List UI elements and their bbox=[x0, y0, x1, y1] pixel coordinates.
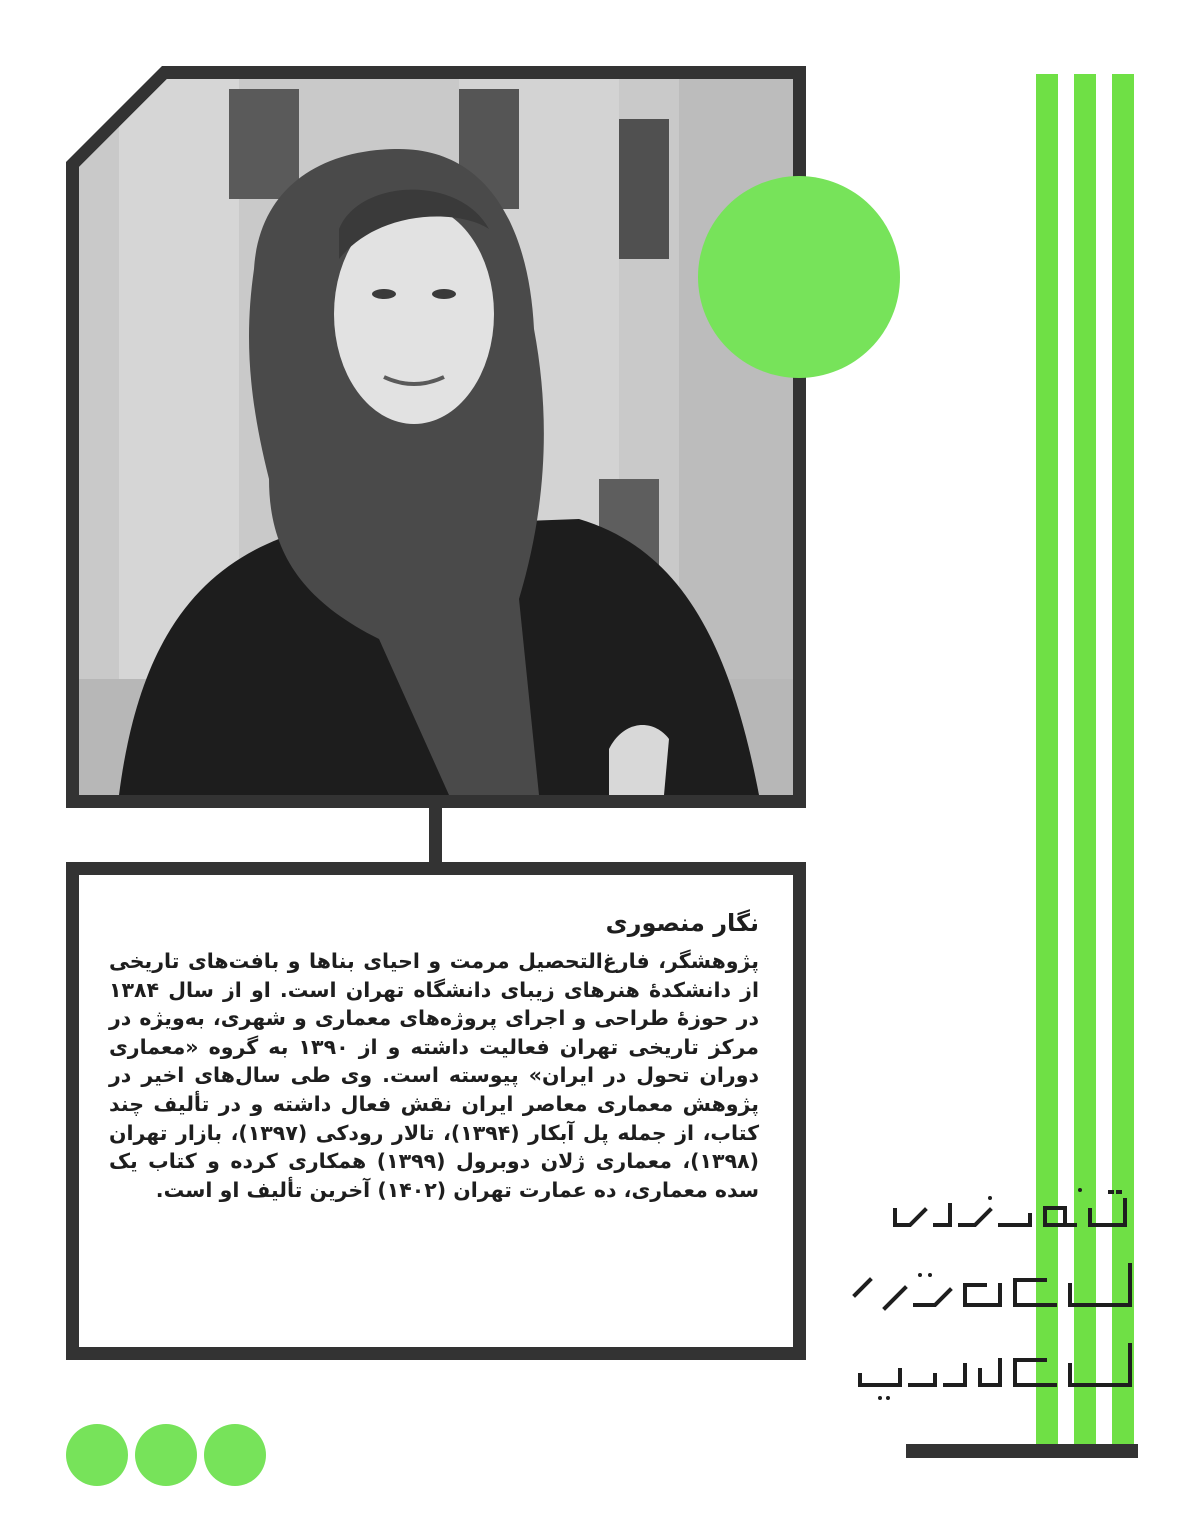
bio-card bbox=[66, 862, 806, 1360]
decorative-dot bbox=[204, 1424, 266, 1486]
person-name: نگار منصوری bbox=[605, 909, 759, 937]
portrait-photo bbox=[79, 79, 793, 795]
bio-text: پژوهشگر، فارغ‌التحصیل مرمت و احیای بناها و بافت‌های تاریخی از دانشکدهٔ هنرهای زیبای دانشگاه تهران است. او از سال ۱۳۸۴ در حوزهٔ طراحی و اجرای پروژه‌های معماری و شهری، به‌ویژه در مرکز تاریخی تهران فعالیت داشته و از ۱۳۹۰ به گروه «معماری دوران تحول در ایران» پیوسته است. وی طی سال‌های اخیر در پژوهش معماری معاصر ایران نقش فعال داشته و در تألیف چند کتاب، از جمله پل آبکار (۱۳۹۴)، تالار رودکی (۱۳۹۷)، بازار تهران (۱۳۹۸)، معماری ژلان دوبرول (۱۳۹۹) همکاری کرده و کتاب یک سده معماری، ده عمارت تهران (۱۴۰۲) آخرین تألیف او است. bbox=[109, 949, 759, 1202]
logo-underline-bar bbox=[906, 1444, 1138, 1458]
connector-line bbox=[429, 806, 442, 866]
decorative-dot bbox=[135, 1424, 197, 1486]
decorative-dot bbox=[66, 1424, 128, 1486]
logo bbox=[840, 1170, 1140, 1440]
decorative-green-circle bbox=[698, 176, 900, 378]
